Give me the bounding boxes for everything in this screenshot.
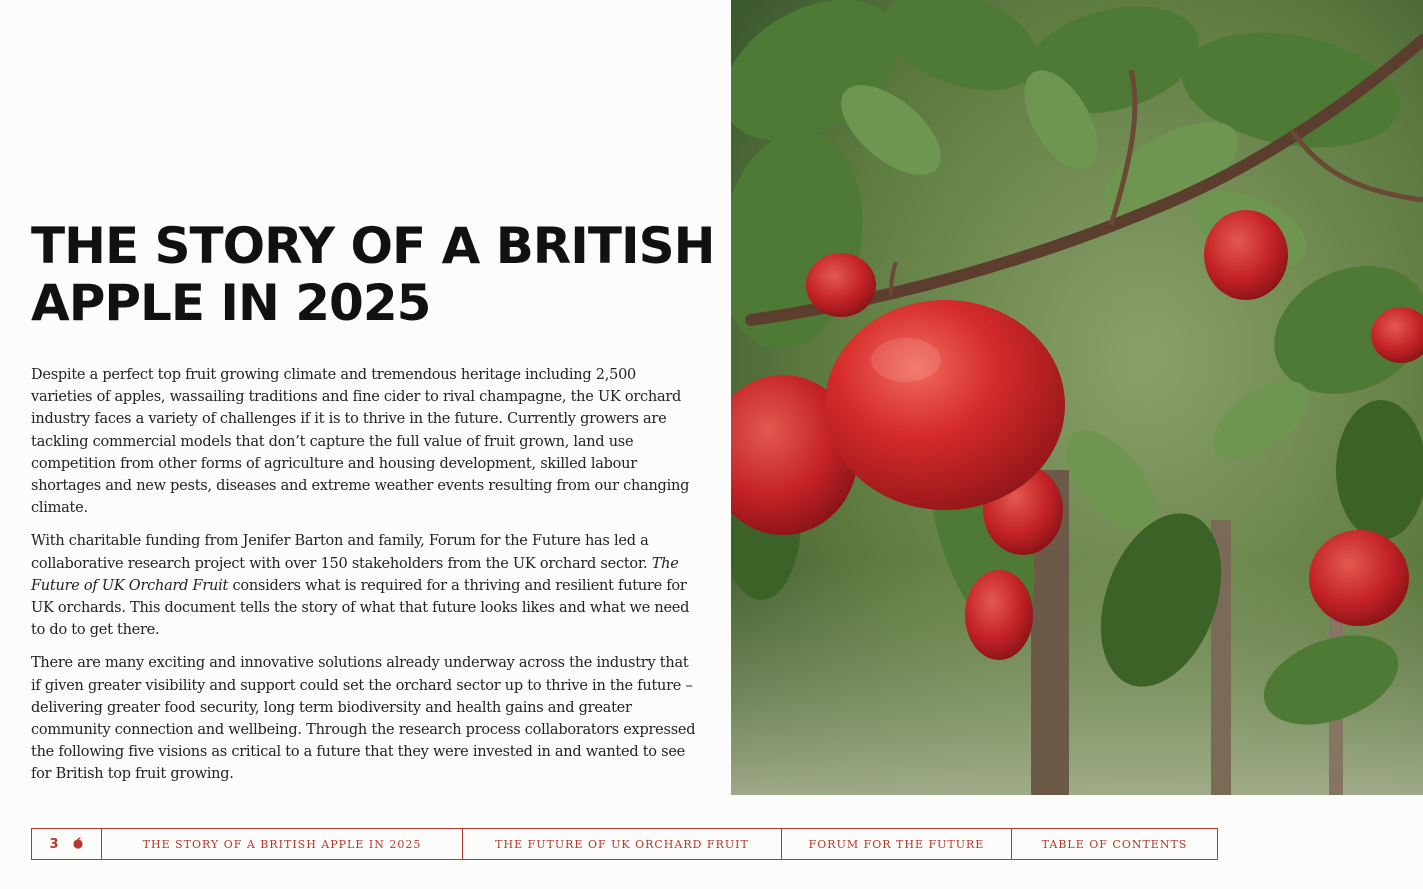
footer-nav	[31, 828, 1218, 860]
body-text	[31, 364, 696, 797]
intro-paragraph: Despite a perfect top fruit growing climate and tremendous heritage including 2,500 varieties of apples, wassailing traditions and fine cider to rival champagne, the UK orchard industry faces a variety of challenges if it is to thrive in the future. Currently growers are tackling commercial models that don’t capture the full value of fruit grown, land use competition from other forms of agriculture and housing development, skilled labour shortages and new pests, diseases and extreme weather events resulting from our changing climate.	[31, 367, 690, 517]
page-title: THE STORY OF A BRITISH APPLE IN 2025	[31, 217, 715, 332]
page-number-cell	[32, 829, 102, 859]
apple-icon	[72, 837, 84, 852]
solutions-paragraph: There are many exciting and innovative solutions already underway across the industry that if given greater visibility and support could set the orchard sector up to thrive in the future – delivering greater food security, long term biodiversity and health gains and greater community connection and wellbeing. Through the research process collaborators expressed the following five visions as critical to a future that they were invested in and wanted to see for British top fruit growing.	[31, 655, 696, 783]
nav-link-future-orchard-fruit[interactable]: THE FUTURE OF UK ORCHARD FRUIT	[463, 829, 782, 859]
research-paragraph-end: considers what is required for a thriving and resilient future for UK orchards. This document tells the story of what that future looks likes and what we need to do to get there.	[31, 577, 690, 639]
page-number: 3	[49, 836, 59, 852]
research-paragraph-start: With charitable funding from Jenifer Barton and family, Forum for the Future has led a collaborative research project with over 150 stakeholders from the UK orchard sector.	[31, 533, 652, 572]
report-title-reference: The Future of UK Orchard Fruit	[31, 555, 679, 594]
research-paragraph	[31, 530, 696, 641]
apple-tree-photo	[731, 0, 1423, 795]
nav-link-table-of-contents[interactable]: TABLE OF CONTENTS	[1041, 837, 1188, 851]
nav-link-story[interactable]: THE STORY OF A BRITISH APPLE IN 2025	[102, 829, 463, 859]
nav-link-forum-for-the-future[interactable]: FORUM FOR THE FUTURE	[782, 829, 1012, 859]
